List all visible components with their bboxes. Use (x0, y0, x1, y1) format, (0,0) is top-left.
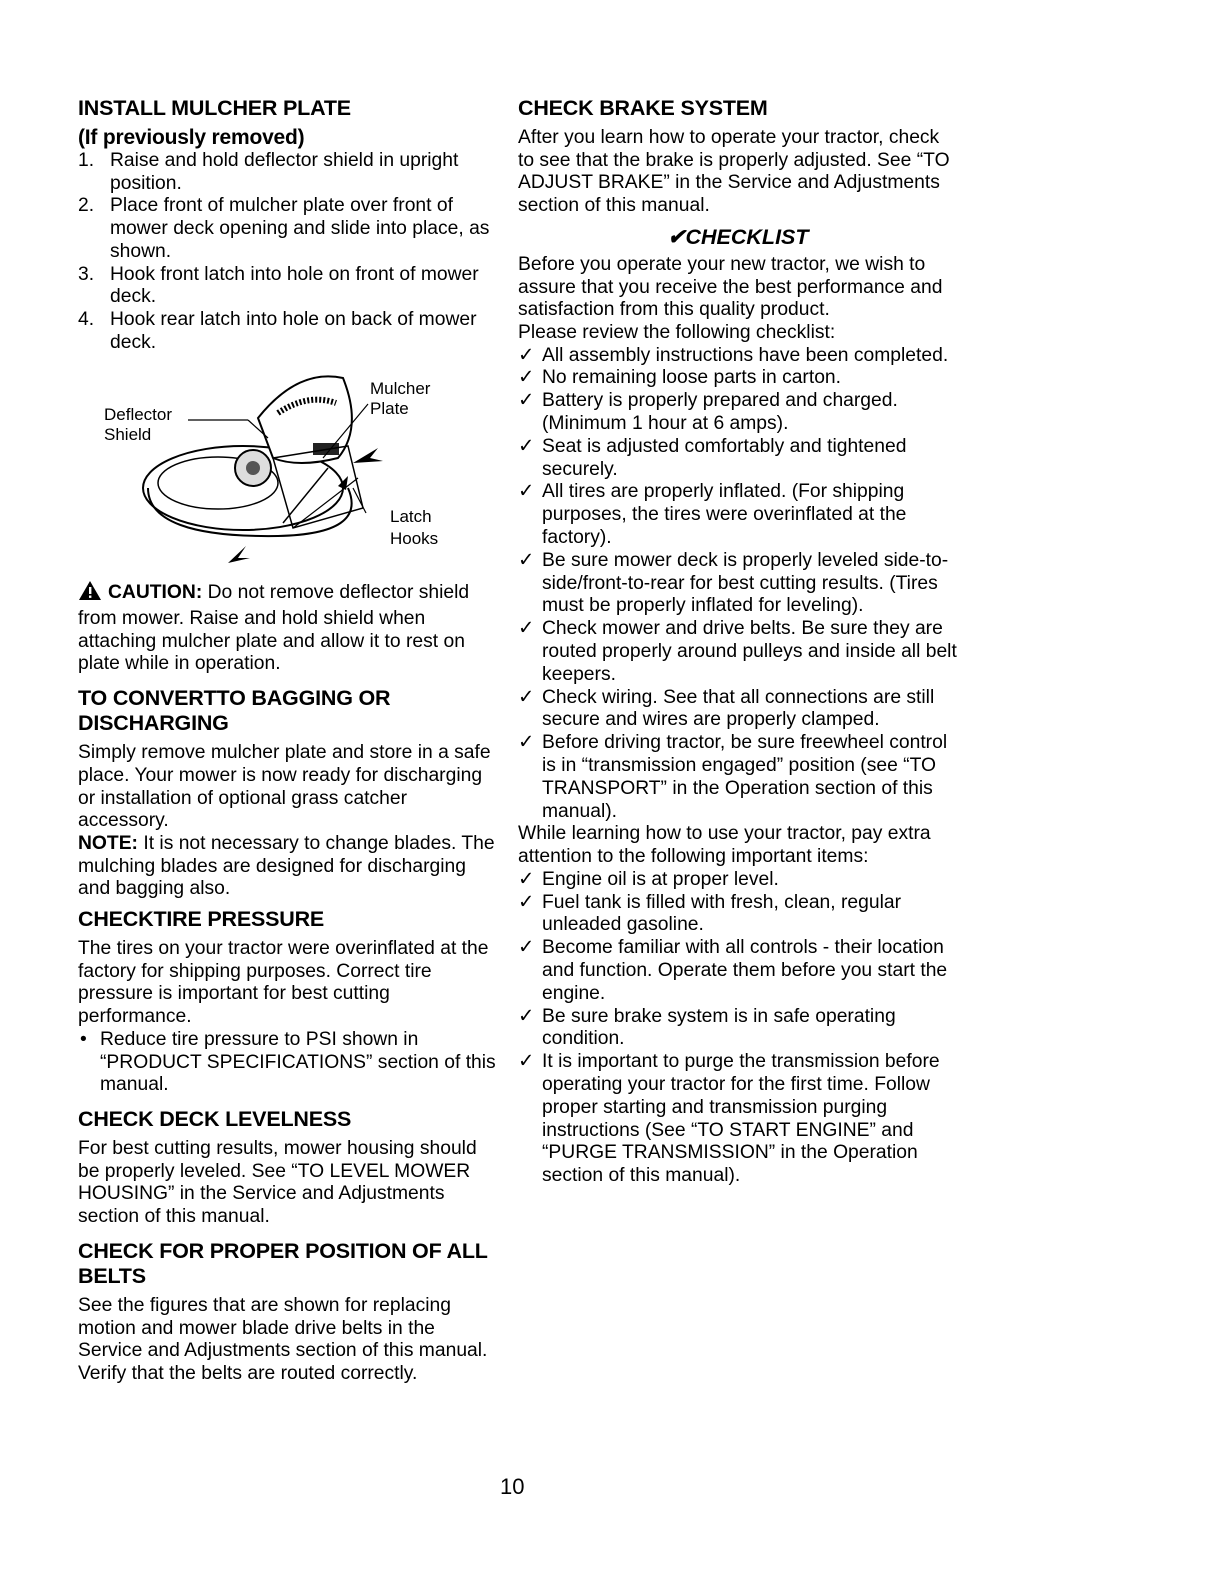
convert-heading: TO CONVERTTO BAGGING OR DISCHARGING (78, 686, 391, 736)
belts-text: See the figures that are shown for replacing motion and mower blade drive belts in the Service and Adjustments section of this manual. Verify that the belts are routed correctly. (78, 1294, 488, 1384)
checklist-intro: Before you operate your new tractor, we wish to assure that you receive the best performance and satisfaction from this quality product. (518, 253, 943, 321)
list-item: ✓ All tires are properly inflated. (For shipping purposes, the tires were overinflated at the factory). (518, 481, 907, 548)
list-item: ✓ All assembly instructions have been completed. (518, 344, 949, 366)
check-icon: ✓ (518, 435, 535, 457)
right-column (518, 96, 958, 1188)
check-icon: ✓ (518, 891, 535, 913)
brake-heading: CHECK BRAKE SYSTEM (518, 96, 768, 120)
label-shield: Shield (104, 425, 152, 445)
check-icon: ✓ (518, 732, 535, 754)
caution-text: Do not remove deflector shield from mower. Raise and hold shield when attaching mulcher plate and allow it to rest on plate while in operation. (78, 582, 470, 675)
mulcher-plate-figure (78, 358, 498, 568)
list-item: ✓ Become familiar with all controls - their location and function. Operate them before you start the engine. (518, 937, 948, 1004)
checklist-title: ✔CHECKLIST (667, 224, 809, 249)
check-icon: ✓ (518, 868, 535, 890)
convert-text: Simply remove mulcher plate and store in a safe place. Your mower is now ready for discharging or installation of optional grass catcher accessory. (78, 742, 491, 832)
list-item: 1. Raise and hold deflector shield in upright position. (78, 150, 459, 194)
check-icon: ✓ (518, 481, 535, 503)
mulcher-heading: INSTALL MULCHER PLATE (78, 96, 351, 120)
list-item: 2. Place front of mulcher plate over front of mower deck opening and slide into place, as shown. (78, 195, 490, 262)
checklist-review: Please review the following checklist: (518, 321, 836, 343)
checklist-while: While learning how to use your tractor, pay extra attention to the following important items: (518, 823, 931, 868)
page-number: 10 (500, 1474, 525, 1499)
belts-heading: CHECK FOR PROPER POSITION OF ALL BELTS (78, 1238, 488, 1288)
list-item: ✓ Be sure brake system is in safe operating condition. (518, 1005, 896, 1050)
check-icon: ✓ (518, 686, 535, 708)
mulcher-steps (78, 150, 498, 354)
left-column (78, 96, 498, 1386)
mulcher-subheading: (If previously removed) (78, 126, 305, 149)
deck-heading: CHECK DECK LEVELNESS (78, 1106, 352, 1131)
list-item: ✓ Engine oil is at proper level. (518, 868, 779, 890)
note-label: NOTE: (78, 832, 138, 854)
check-icon: ✓ (518, 390, 535, 412)
caution-paragraph (78, 580, 498, 676)
list-item: 3. Hook front latch into hole on front of mower deck. (78, 263, 479, 308)
label-deflector: Deflector (104, 405, 173, 425)
checklist-items (518, 345, 958, 824)
check-icon: ✓ (518, 937, 535, 959)
label-hooks: Hooks (390, 529, 439, 549)
check-icon: ✓ (518, 344, 535, 366)
tire-text: The tires on your tractor were overinflated at the factory for shipping purposes. Correct tire pressure is important for best cutting performance. (78, 938, 489, 1028)
list-item: ✓ Check wiring. See that all connections are still secure and wires are properly clamped. (518, 686, 935, 731)
check-icon: ✓ (518, 618, 535, 640)
checklist-items-2 (518, 869, 958, 1188)
list-item: ✓ Battery is properly prepared and charged. (Minimum 1 hour at 6 amps). (518, 390, 898, 435)
deck-text: For best cutting results, mower housing should be properly leveled. See “TO LEVEL MOWER HOUSING” in the Service and Adjustments section of this manual. (78, 1137, 477, 1228)
label-mulcher: Mulcher (370, 379, 431, 399)
check-icon: ✓ (518, 1051, 535, 1073)
list-item: ✓ Before driving tractor, be sure freewheel control is in “transmission engaged” position (see “TO TRANSPORT” in the Operation section of this manual). (518, 732, 948, 822)
list-item: ✓ It is important to purge the transmission before operating your tractor for the first time. Follow proper starting and transmission purging instructions (See “TO START ENGINE” and “PURGE TRANSMISSION” in the Operation section of this manual). (518, 1051, 940, 1187)
list-item: 4. Hook rear latch into hole on back of mower deck. (78, 308, 477, 353)
warning-icon (78, 580, 102, 608)
label-plate: Plate (370, 399, 409, 419)
list-item: ✓ Check mower and drive belts. Be sure they are routed properly around pulleys and inside all belt keepers. (518, 618, 957, 685)
list-item: ✓ Seat is adjusted comfortably and tightened securely. (518, 435, 907, 480)
check-icon: ✓ (518, 367, 535, 389)
check-icon: ✓ (518, 549, 535, 571)
brake-text: After you learn how to operate your tractor, check to see that the brake is properly adjusted. See “TO ADJUST BRAKE” in the Service and Adjustments section of this manual. (518, 127, 950, 217)
note-text: It is not necessary to change blades. The mulching blades are designed for discharging and bagging also. (78, 832, 495, 900)
label-latch: Latch (390, 507, 432, 527)
list-item: ✓ Fuel tank is filled with fresh, clean, regular unleaded gasoline. (518, 891, 902, 936)
tire-heading: CHECKTIRE PRESSURE (78, 907, 325, 932)
convert-note (78, 833, 498, 901)
list-item: ✓ No remaining loose parts in carton. (518, 367, 842, 389)
tire-bullets (78, 1029, 498, 1097)
check-icon: ✓ (518, 1005, 535, 1027)
list-item: ✓ Be sure mower deck is properly leveled side-to-side/front-to-rear for best cutting results. (Tires must be properly inflated for leveling). (518, 549, 949, 617)
list-item: • Reduce tire pressure to PSI shown in “PRODUCT SPECIFICATIONS” section of this manual. (80, 1028, 496, 1096)
caution-label: CAUTION: (108, 582, 203, 604)
